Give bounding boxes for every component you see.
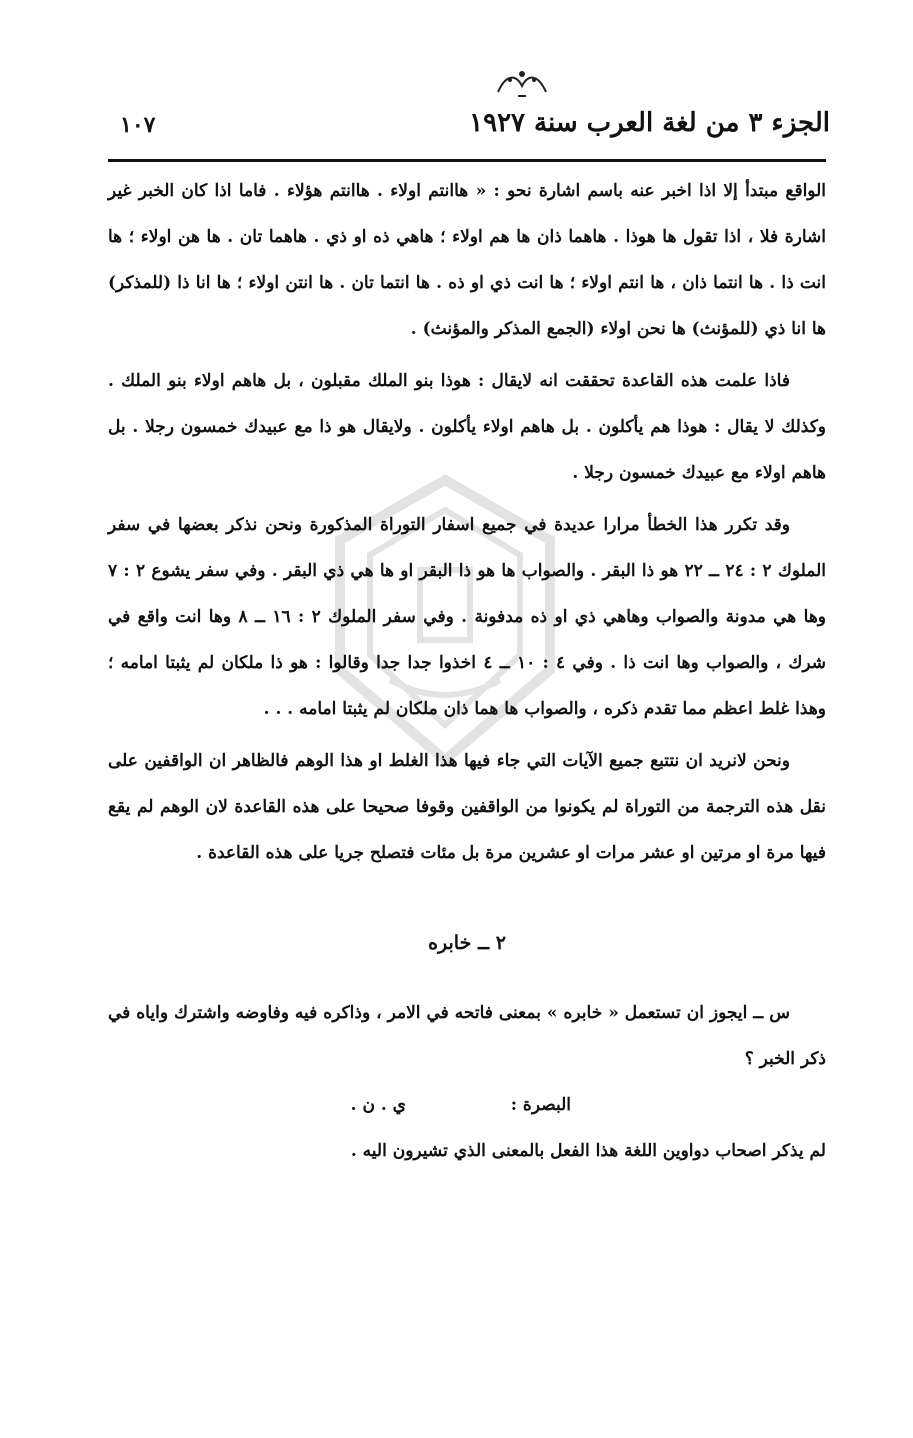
running-header (120, 108, 830, 152)
header-title: الجزء ٣ من لغة العرب سنة ١٩٢٧ (469, 108, 830, 138)
section-heading: ٢ ــ خابره (428, 932, 506, 954)
paragraph-2: فاذا علمت هذه القاعدة تحققت انه لايقال : هوذا بنو الملك مقبلون ، بل هاهم اولاء بنو الملك . وكذلك لا يقال : هوذا هم يأكلون . بل هاهم اولاء يأكلون . ولايقال هو ذا مع عبيدك خمسون رجلا . بل هاهم اولاء مع عبيدك خمسون رجلا . (108, 371, 826, 483)
paragraph-3: وقد تكرر هذا الخطأ مرارا عديدة في جميع اسفار التوراة المذكورة ونحن نذكر بعضها في سفر الملوك ٢ : ٢٤ ــ ٢٢ هو ذا البقر . والصواب ها هو ذا البقر او ها هي ذي البقر . وفي سفر يشوع ٢ : ٧ وها هي مدونة والصواب وهاهي ذي او ذه مدفونة . وفي سفر الملوك ٢ : ١٦ ــ ٨ وها انت واقع في شرك ، والصواب وها انت ذا . وفي ٤ : ١٠ ــ ٤ اخذوا جدا جدا وقالوا : هو ذا ملكان لم يثبتا امامه ؛ وهذا غلط اعظم مما تقدم ذكره ، والصواب ها هما ذان ملكان لم يثبتا امامه . . . (108, 515, 826, 719)
signature-line (108, 1082, 826, 1128)
header-rule (108, 159, 826, 162)
ornament-icon (492, 66, 552, 100)
signature-place: البصرة : (510, 1095, 571, 1115)
article-body (108, 168, 826, 1174)
paragraph-4: ونحن لانريد ان نتتبع جميع الآيات التي جاء فيها هذا الغلط او هذا الوهم فالظاهر ان الواقفين على نقل هذه الترجمة من التوراة لم يكونوا من الواقفين وقوفا صحيحا على هذه القاعدة لان الوهم لم يقع فيها مرة او مرتين او عشر مرات او عشرين مرة بل مئات فتصلح جريا على هذه القاعدة . (108, 751, 826, 863)
page-number: ١٠٧ (120, 112, 156, 138)
paragraph-1: الواقع مبتدأ إلا اذا اخبر عنه باسم اشارة نحو : « هاانتم اولاء . هاانتم هؤلاء . فاما اذا كان الخبر غير اشارة فلا ، اذا تقول ها هوذا . هاهما ذان ها هم اولاء ؛ هاهي ذه او ذي . هاهما تان . ها هن اولاء ؛ ها انت ذا . ها انتما ذان ، ها انتم اولاء ؛ ها انت ذي او ذه . ها انتما تان . ها انتن اولاء ؛ ها انا ذا (للمذكر) ها انا ذي (للمؤنث) ها نحن اولاء (الجمع المذكر والمؤنث) . (108, 181, 826, 339)
answer-text: لم يذكر اصحاب دواوين اللغة هذا الفعل بالمعنى الذي تشيرون اليه . (350, 1141, 826, 1161)
question-text: س ــ ايجوز ان تستعمل « خابره » بمعنى فاتحه في الامر ، وذاكره فيه وفاوضه واشترك واياه في ذكر الخبر ؟ (108, 1003, 826, 1069)
signature-initials: ي . ن . (350, 1095, 406, 1115)
